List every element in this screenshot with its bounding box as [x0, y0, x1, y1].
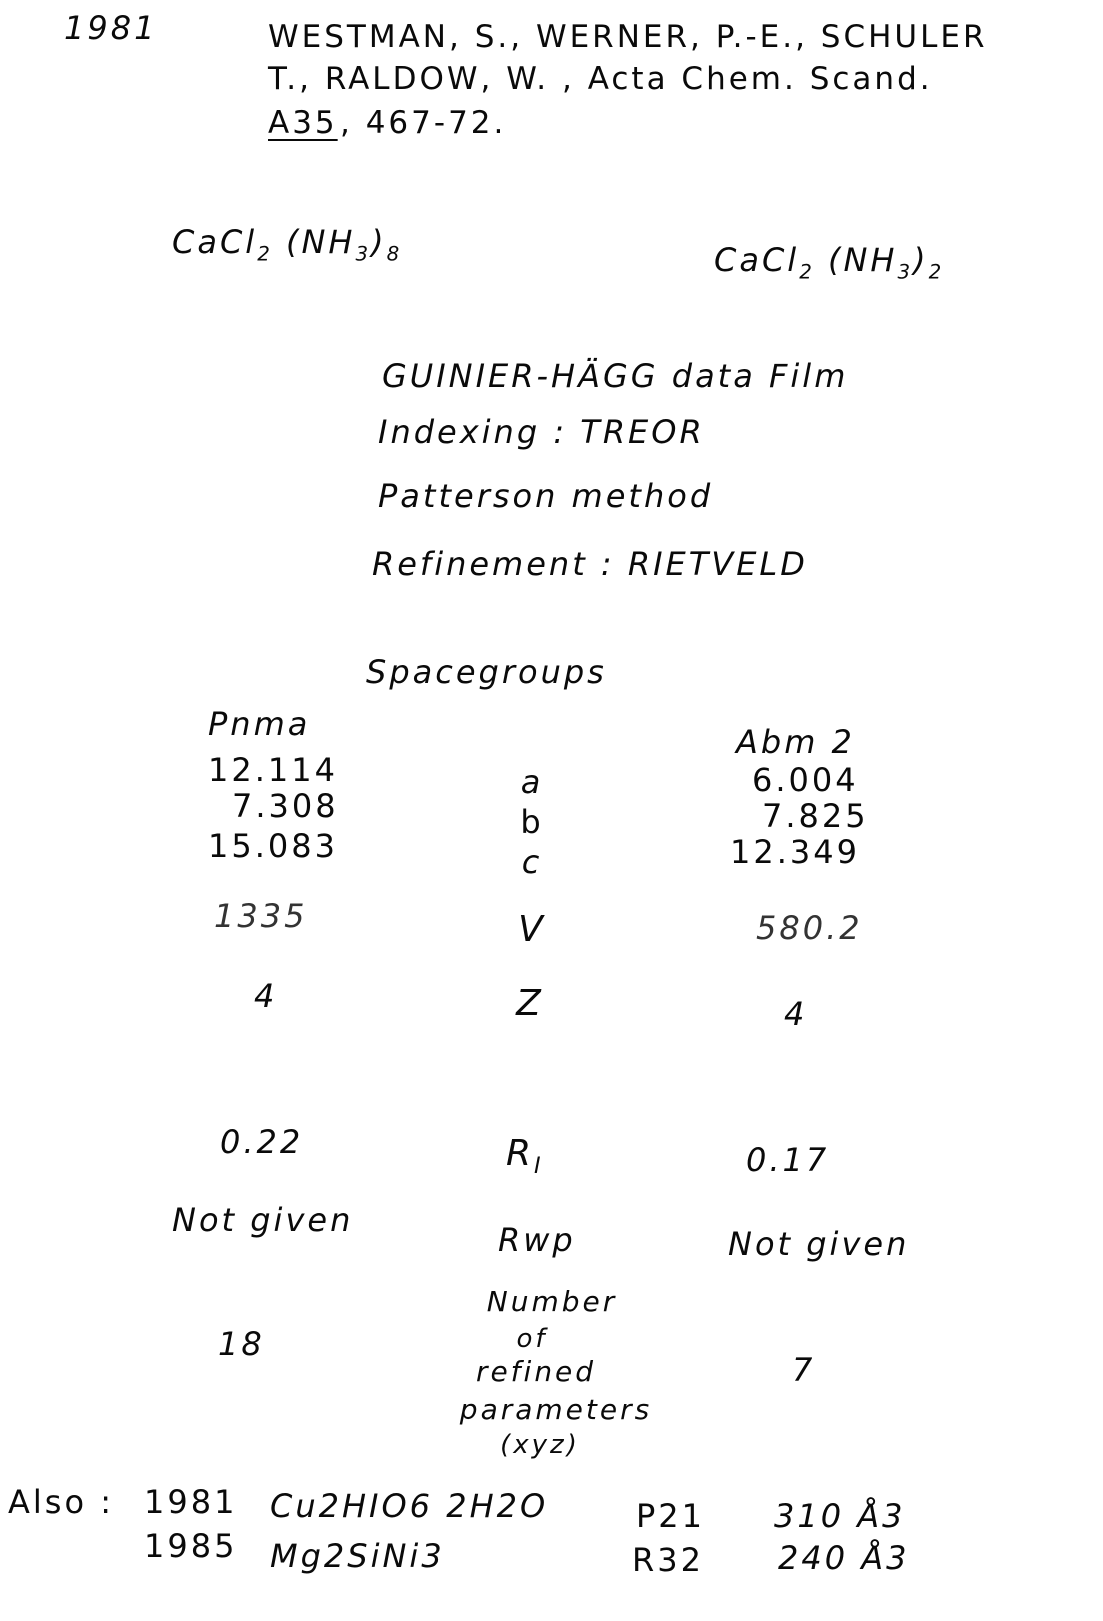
also-entry-2-year: 1985 — [144, 1527, 238, 1565]
param-z-left: 4 — [254, 977, 278, 1015]
param-a-right: 6.004 — [752, 761, 859, 799]
spacegroup-right: Abm 2 — [736, 723, 855, 761]
param-ri-left: 0.22 — [220, 1123, 304, 1161]
citation-pages: , 467-72. — [340, 105, 507, 141]
param-a-left: 12.114 — [208, 751, 338, 789]
param-rwp-left: Not given — [172, 1201, 354, 1239]
param-rwp-right: Not given — [728, 1225, 910, 1263]
param-z-right: 4 — [784, 995, 808, 1033]
param-ri-label: $R_I$ — [506, 1133, 544, 1180]
param-nparams-label-4: parameters — [459, 1393, 653, 1426]
param-v-label: V — [518, 909, 546, 950]
citation-authors-line2: T., RALDOW, W. , Acta Chem. Scand. — [268, 61, 933, 97]
also-entry-2-group: R32 — [632, 1541, 704, 1579]
param-c-left: 15.083 — [208, 827, 338, 865]
citation-authors-line1: WESTMAN, S., WERNER, P.-E., SCHULER — [268, 19, 988, 55]
spacegroups-heading: Spacegroups — [366, 653, 607, 691]
also-entry-1-year: 1981 — [144, 1483, 238, 1521]
compound-left: CaCl$_2$ $(NH_3)_8$ — [172, 223, 403, 266]
method-solution: Patterson method — [378, 477, 714, 515]
param-v-right: 580.2 — [756, 909, 863, 947]
param-nparams-label-1: Number — [486, 1285, 618, 1318]
compound-right: CaCl$_2$ $(NH_3)_2$ — [714, 241, 945, 284]
param-b-label: b — [520, 803, 544, 841]
param-b-right: 7.825 — [762, 797, 869, 835]
method-refinement: Refinement : RIETVELD — [372, 545, 808, 583]
also-entry-2-formula: Mg2SiNi3 — [270, 1537, 445, 1575]
param-nparams-right: 7 — [792, 1351, 816, 1389]
param-nparams-label-2: of — [516, 1324, 548, 1354]
param-b-left: 7.308 — [232, 787, 339, 825]
also-entry-1-formula: Cu2HIO6 2H2O — [270, 1487, 549, 1525]
also-entry-2-volume: 240 Å3 — [778, 1539, 910, 1577]
param-nparams-label-3: refined — [475, 1355, 597, 1388]
param-nparams-left: 18 — [218, 1325, 265, 1363]
param-z-label: Z — [516, 983, 544, 1024]
also-entry-1-volume: 310 Å3 — [774, 1497, 906, 1535]
spacegroup-left: Pnma — [208, 705, 311, 743]
param-a-label: a — [520, 763, 544, 801]
citation-volume: A35 — [268, 105, 338, 141]
param-c-right: 12.349 — [730, 833, 860, 871]
citation-year: 1981 — [64, 9, 158, 47]
also-prefix: Also : — [8, 1483, 114, 1521]
also-entry-1-group: P21 — [636, 1497, 706, 1535]
method-data-film: GUINIER-HÄGG data Film — [382, 357, 849, 395]
param-rwp-label: Rwp — [498, 1221, 576, 1259]
method-indexing: Indexing : TREOR — [378, 413, 705, 451]
param-ri-right: 0.17 — [746, 1141, 830, 1179]
param-c-label: c — [521, 843, 543, 881]
param-v-left: 1335 — [214, 897, 308, 935]
param-nparams-label-5: (xyz) — [500, 1430, 580, 1460]
